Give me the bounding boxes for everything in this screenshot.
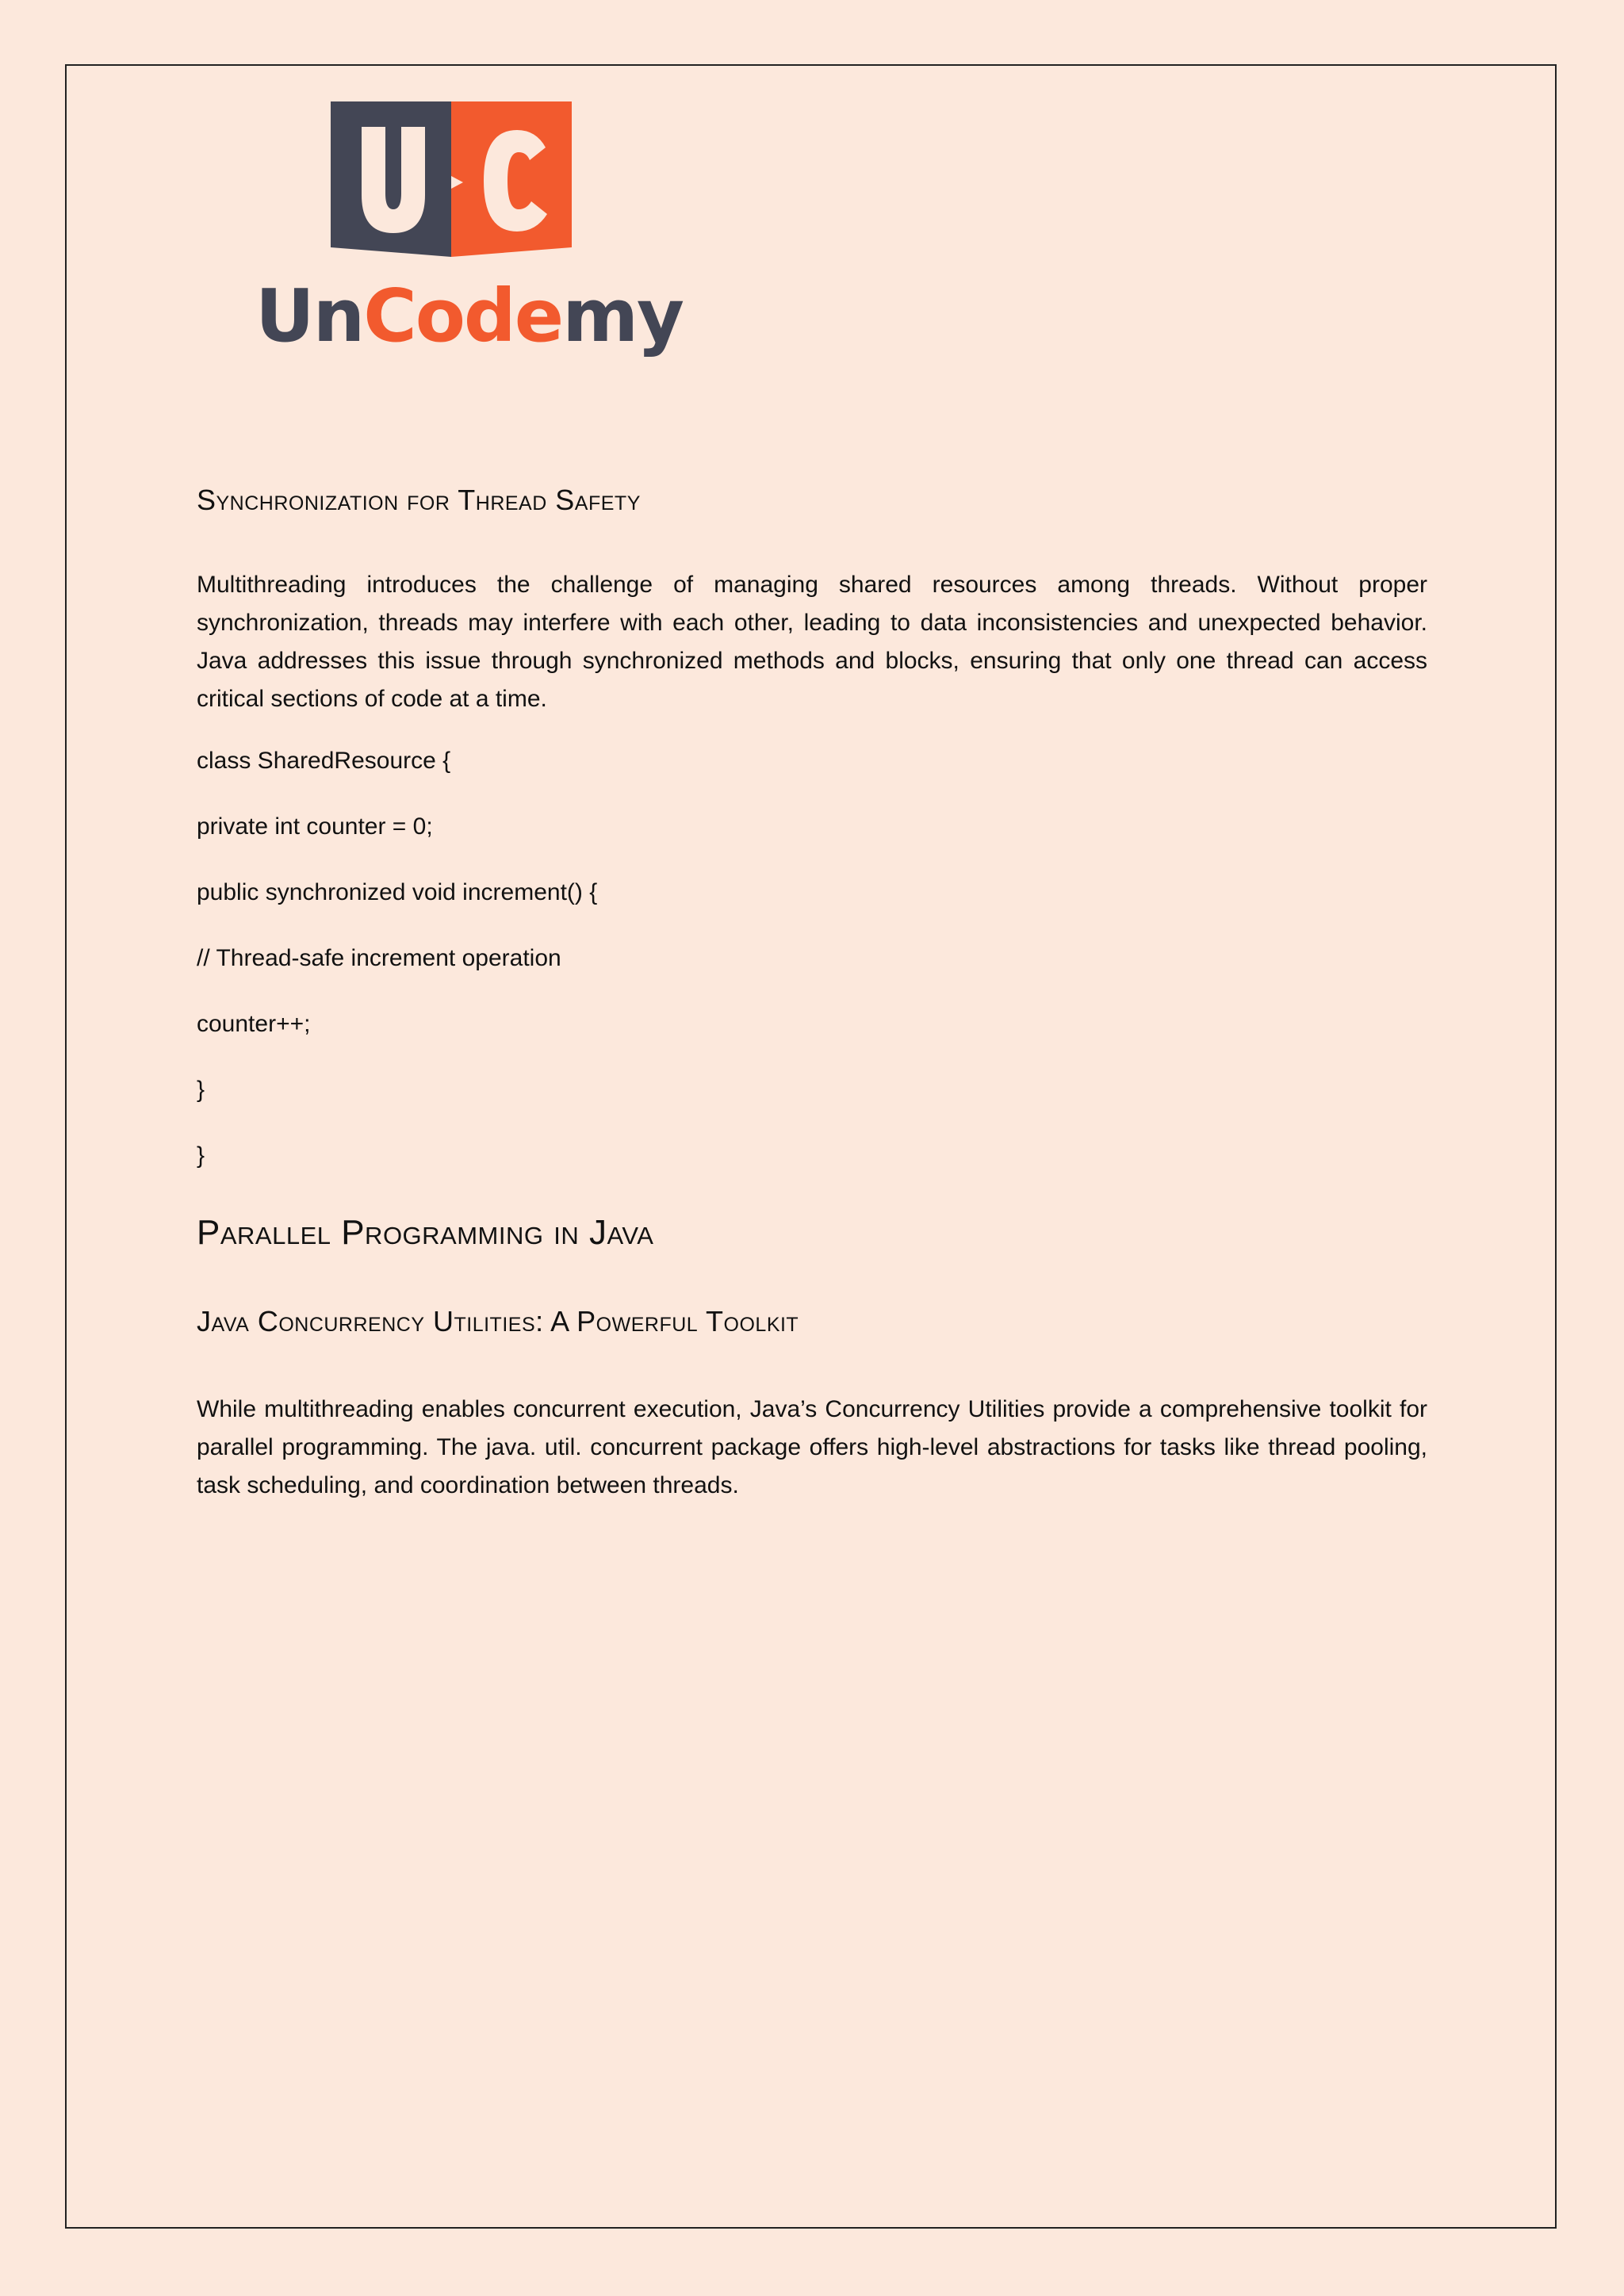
utilities-paragraph: While multithreading enables concurrent execution, Java’s Concurrency Utilities provide a comprehensive toolkit for parallel programming. The java. util. concurrent package offers high-level abstractions for tasks like thread pooling, task scheduling, and coordination between threads.	[197, 1396, 1427, 1498]
code-line: // Thread-safe increment operation	[197, 945, 561, 971]
code-line: private int counter = 0;	[197, 813, 433, 840]
document-body	[197, 484, 1427, 1505]
svg-text:UnCodemy	[255, 274, 684, 358]
utilities-heading: Java Concurrency Utilities: A Powerful Toolkit	[197, 1305, 799, 1337]
code-line: public synchronized void increment() {	[197, 879, 598, 905]
sync-heading: Synchronization for Thread Safety	[197, 484, 641, 516]
code-line: class SharedResource {	[197, 748, 451, 774]
code-line: }	[197, 1077, 205, 1103]
logo-text-suffix: my	[562, 274, 684, 358]
parallel-heading: Parallel Programming in Java	[197, 1213, 654, 1252]
code-line: counter++;	[197, 1011, 311, 1037]
uncodemy-logo	[252, 98, 684, 358]
sync-paragraph: Multithreading introduces the challenge of managing shared resources among threads. Without proper synchronization, threads may interfere with each other, leading to data inconsistencies and unexpected behavior. Java addresses this issue through synchronized methods and blocks, ensuring that only one thread can access critical sections of code at a time.	[197, 572, 1427, 712]
code-block	[197, 742, 1427, 1175]
logo-text-prefix: Un	[255, 274, 364, 358]
code-line: }	[197, 1142, 205, 1169]
logo-text-middle: Code	[363, 274, 563, 358]
